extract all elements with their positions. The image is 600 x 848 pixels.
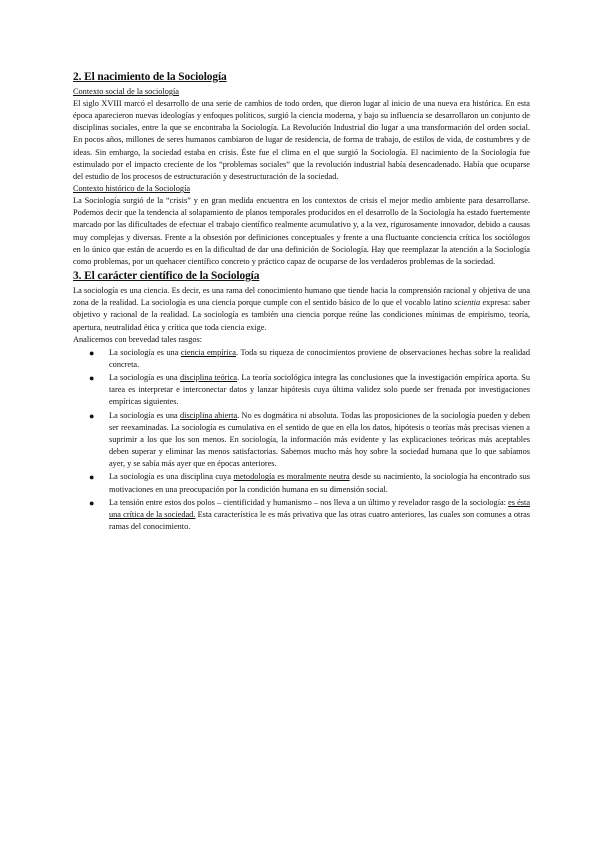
trait-keyword: disciplina abierta: [179, 410, 238, 420]
section-3-heading: 3. El carácter científico de la Sociología: [73, 270, 260, 283]
bullet-icon: ●: [89, 347, 95, 358]
section-3-intro: [73, 285, 530, 334]
list-item: ● La sociología es una ciencia empírica. Toda su riqueza de conocimientos proviene de observaciones hechas sobre la realidad concreta.: [89, 347, 530, 369]
bullet-icon: ●: [89, 497, 95, 508]
historical-context-subheading: Contexto histórico de la Sociología: [73, 184, 191, 194]
list-item: ● La sociología es una disciplina teórica. La teoría sociológica integra las conclusiones que la investigación empírica aporta. Su tarea es interpretar e interconectar datos y lanzar hipótesis cuya última validez solo puede ser frenada por investigaciones empíricas siguientes.: [89, 373, 531, 407]
traits-lead: Analicemos con brevedad tales rasgos:: [73, 334, 203, 344]
social-context-subheading: Contexto social de la sociología: [73, 87, 179, 96]
intro-text-end: expresa: saber objetivo y racional de la realidad. La sociología es también una ciencia porque reúne las condiciones mínimas de empirismo, teoría, apertura, neutralidad ética y crítica que toda ciencia exige.: [73, 298, 530, 332]
trait-keyword: disciplina teórica: [179, 373, 238, 383]
social-context-paragraph: El siglo XVIII marcó el desarrollo de una serie de cambios de todo orden, que dieron lugar al inicio de una nueva era histórica. En esta época aparecieron nuevas ideologías y enfoques políticos, surgió la ciencia moderna, y bajo su influencia se desarrollaron un conjunto de disciplinas sociales, entre la que se encontraba la Sociología. La Revolución Industrial dio lugar a una transformación del orden social. En pocos años, millones de seres humanos cambiaron de lugar de residencia, de forma de trabajo, de estilos de vida, de costumbres y de ideas. Sin embargo, la sociedad estaba en crisis. Éste fue el clima en el que surgió la Sociología. El nacimiento de la Sociología fue estimulado por el impacto creciente de los “problemas sociales” que la revolución industrial había desencadenado. Había que ocuparse del estudio de los procesos de estructuración y desestructuración de la sociedad.: [73, 99, 530, 181]
traits-list: [73, 347, 530, 533]
bullet-icon: ●: [89, 410, 95, 421]
section-2-heading: 2. El nacimiento de la Sociología: [73, 71, 227, 83]
list-item: ● La sociología es una disciplina abierta. No es dogmática ni absoluta. Todas las proposiciones de la sociología pueden y deben ser reexaminadas. La sociología es cumulativa en el sentido de que en ella los datos, hipótesis o teorías más precisas vienen a suprimir a los que los son menos. En sociología, la información más evidente y las explicaciones teóricas más aceptables deben superar y eliminar las menos satisfactorias. Sabemos mucho más hoy sobre la sociedad humana que lo que sabíamos ayer, y se sabía más ayer que en épocas anteriores.: [89, 410, 530, 469]
list-item: ● La tensión entre estos dos polos – cientificidad y humanismo – nos lleva a un último y revelador rasgo de la sociología: es ésta una crítica de la sociedad. Esta característica le es más privativa que las otras cuatro anteriores, las cuales son comunes a otras ramas del conocimiento.: [89, 497, 530, 531]
document-page: [73, 70, 530, 533]
trait-keyword: es ésta una crítica de la sociedad.: [109, 497, 530, 519]
trait-keyword: metodología es moralmente neutra: [233, 472, 350, 482]
trait-keyword: ciencia empírica: [180, 347, 236, 357]
bullet-icon: ●: [89, 472, 95, 483]
intro-text-start: La sociología es una ciencia. Es decir, es una rama del conocimiento humano que tiende hacia la comprensión racional y objetiva de una zona de la realidad. La sociología es una ciencia porque cumple con el sentido básico de lo que el vocablo latino: [73, 286, 530, 308]
intro-latin-term: scientia: [454, 298, 481, 308]
list-item: ● La sociología es una disciplina cuya metodología es moralmente neutra desde su nacimiento, la sociología ha encontrado sus motivaciones en una preocupación por la condición humana en su dimensión social.: [89, 472, 530, 494]
bullet-icon: ●: [89, 373, 95, 384]
historical-context-paragraph: La Sociología surgió de la “crisis” y en gran medida encuentra en los contextos de crisis el mejor medio ambiente para desarrollarse. Podemos decir que la tendencia al solapamiento de planos temporales producidos en el desarrollo de la Sociología ha estado fuertemente marcado por las dificultades de efectuar el trabajo científico realmente acumulativo y, a la vez, rigurosamente innovador, debido a causas muy complejas y diversas. Frente a la obsesión por definiciones conceptuales y frente a una fluctuante conciencia crítica los sociólogos en lo único que están de acuerdo es en la dificultad de dar una definición de Sociología. Hay que reemplazar la atención a la Sociología como problemas, por un quehacer científico concreto y práctico capaz de ocuparse de los verdaderos problemas de la sociedad.: [73, 196, 530, 266]
